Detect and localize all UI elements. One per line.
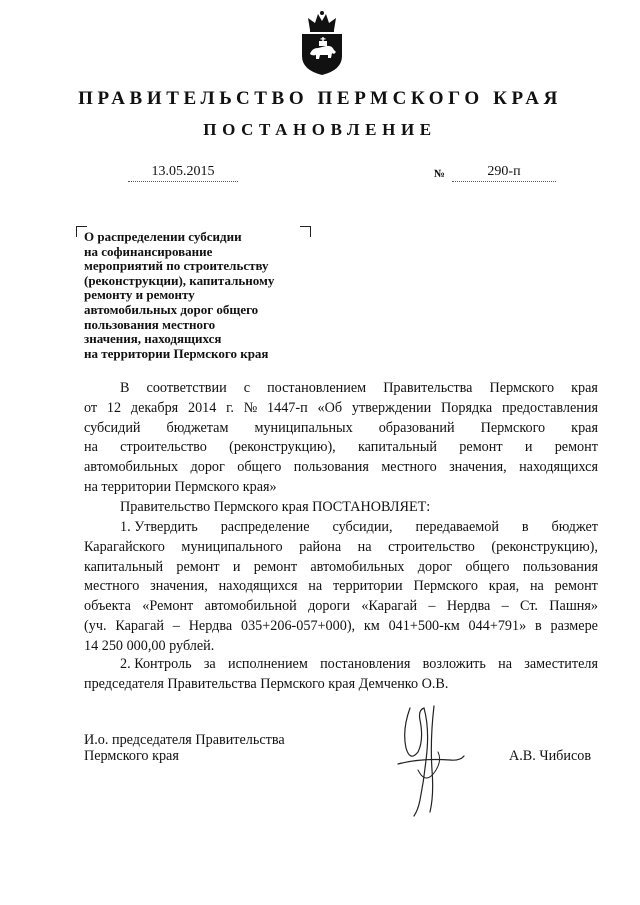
word: 1447-п [267, 399, 308, 416]
word: «Ремонт [142, 598, 194, 615]
word: дороги [308, 598, 350, 615]
word: (реконструкцию), [229, 439, 336, 456]
word: 12 [106, 399, 122, 416]
word: муниципальных [254, 419, 353, 436]
subject-line: пользования местного [84, 316, 216, 332]
item-1-paragraph [84, 518, 598, 657]
word: общего [465, 558, 510, 575]
body-line: 14 250 000,00 рублей. [84, 637, 215, 654]
word: размере [550, 617, 598, 634]
body-line [84, 597, 598, 617]
handwritten-signature [380, 700, 480, 820]
signer-title-line: Пермского края [84, 748, 179, 764]
word: с [243, 380, 251, 396]
body-line [84, 577, 598, 597]
word: Пермского [413, 578, 478, 595]
document-subject [84, 230, 324, 361]
word: Порядка [441, 399, 493, 416]
word: Нердва [446, 598, 491, 615]
body-line [84, 617, 598, 637]
word: дорог [417, 558, 453, 575]
word: бюджет [551, 519, 598, 535]
word: строительство [120, 439, 207, 456]
subject-line: ремонту и ремонту [84, 287, 195, 303]
word: местного [381, 459, 437, 476]
word: пользования [293, 459, 369, 476]
word: на [498, 656, 512, 672]
word: 1. Утвердить [120, 519, 198, 535]
body-line: председателя Правительства Пермского края Демченко О.В. [84, 675, 449, 692]
word: предоставления [501, 399, 598, 416]
word: капитальный [357, 439, 438, 456]
word: бюджетам [166, 419, 229, 436]
word: и [524, 439, 533, 456]
subject-line: значения, находящихся [84, 331, 222, 347]
word: Правительства [383, 380, 473, 396]
body-line [84, 558, 598, 578]
word: ремонт [554, 439, 598, 456]
word: Пашня» [549, 598, 598, 615]
word: строительство [388, 538, 475, 555]
word: Нердва [188, 617, 233, 634]
word: пользования [522, 558, 598, 575]
number-label: № [434, 168, 446, 180]
word: заместителя [524, 656, 598, 672]
word: субсидии, [332, 519, 393, 535]
signer-title [84, 732, 285, 764]
word: значения, [150, 578, 208, 595]
body-line: Правительство Пермского края ПОСТАНОВЛЯЕТ: [120, 499, 431, 515]
word: на [308, 578, 323, 595]
word: за [203, 656, 216, 672]
word: объекта [84, 598, 131, 615]
word: дорог [190, 459, 225, 476]
word: ремонт [176, 558, 220, 575]
word: значения, [449, 459, 507, 476]
preamble-paragraph [84, 379, 598, 498]
word: района [299, 538, 342, 555]
coat-of-arms-icon [298, 10, 346, 76]
word: края [571, 380, 598, 396]
government-title: ПРАВИТЕЛЬСТВО ПЕРМСКОГО КРАЯ [78, 88, 562, 109]
word: передаваемой [415, 519, 499, 535]
word: края [571, 419, 598, 436]
subject-line: на территории Пермского края [84, 345, 269, 361]
word: возложить [422, 656, 486, 672]
word: автомобильных [310, 558, 405, 575]
word: образований [378, 419, 455, 436]
word: (уч. [84, 617, 107, 634]
signer-name: А.В. Чибисов [509, 748, 592, 764]
word: ремонт [459, 439, 503, 456]
word: Карагайского [84, 538, 165, 555]
word: края, [488, 578, 520, 595]
word: находящихся [218, 578, 298, 595]
document-type: ПОСТАНОВЛЕНИЕ [203, 120, 437, 139]
word: «Об [317, 399, 343, 416]
subject-line: (реконструкции), капитальному [84, 272, 275, 288]
word: постановления [320, 656, 411, 672]
word: капитальный [84, 558, 164, 575]
word: распределение [220, 519, 310, 535]
word: Ст. [520, 598, 538, 615]
word: субсидий [84, 419, 141, 436]
word: утверждении [351, 399, 432, 416]
body-line [84, 379, 598, 399]
body-line [84, 419, 598, 439]
word: км [363, 617, 380, 634]
signer-title-line: И.о. председателя Правительства [84, 732, 285, 748]
subject-line: мероприятий по строительству [84, 258, 269, 274]
word: и [232, 558, 241, 575]
body-line [84, 438, 598, 458]
decree-line [84, 498, 598, 518]
word: общего [237, 459, 282, 476]
word: декабря [130, 399, 179, 416]
word: автомобильных [84, 459, 179, 476]
word: автомобильной [204, 598, 297, 615]
word: 044+791» [468, 617, 527, 634]
word: 041+500-км [388, 617, 460, 634]
word: территории [332, 578, 403, 595]
word: постановлением [267, 380, 367, 396]
word: на [84, 439, 98, 456]
subject-line: О распределении субсидии [84, 229, 242, 244]
word: муниципального [181, 538, 283, 555]
word: Пермского [489, 380, 555, 396]
word: находящихся [519, 459, 598, 476]
body-line [84, 399, 598, 419]
subject-line: на софинансирование [84, 243, 213, 259]
word: – [501, 598, 509, 615]
word: 2. Контроль [120, 656, 192, 672]
word: – [172, 617, 180, 634]
word: (реконструкцию), [491, 538, 598, 555]
word: Карагай [115, 617, 164, 634]
document-number: 290-п [452, 164, 556, 182]
word: в [521, 519, 529, 535]
word: В [120, 380, 130, 396]
word: № [243, 399, 258, 416]
body-line [84, 458, 598, 478]
word: – [428, 598, 436, 615]
body-line [84, 518, 598, 538]
word: 035+206-057+000), [240, 617, 356, 634]
word: Пермского [480, 419, 546, 436]
word: соответствии [146, 380, 227, 396]
word: на [529, 578, 544, 595]
word: в [535, 617, 542, 634]
document-date: 13.05.2015 [128, 164, 238, 182]
word: г. [226, 399, 234, 416]
word: от [84, 399, 98, 416]
body-line [84, 538, 598, 558]
body-line: на территории Пермского края» [84, 478, 277, 495]
word: ремонт [253, 558, 298, 575]
body-line [84, 655, 598, 675]
word: ремонт [554, 578, 598, 595]
word: «Карагай [361, 598, 418, 615]
word: местного [84, 578, 140, 595]
word: на [357, 538, 372, 555]
word: 2014 [187, 399, 217, 416]
item-2-paragraph [84, 655, 598, 695]
subject-line: автомобильных дорог общего [84, 301, 259, 317]
word: исполнением [228, 656, 308, 672]
